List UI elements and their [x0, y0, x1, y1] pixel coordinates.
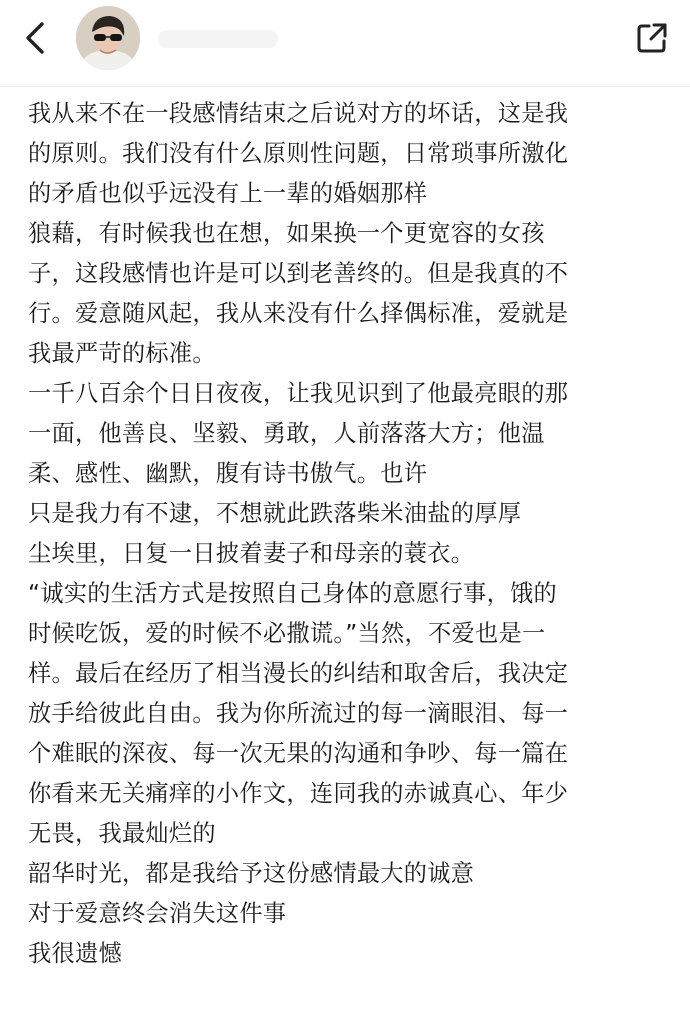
text-line: 一面，他善良、坚毅、勇敢，人前落落大方；他温 — [28, 420, 545, 447]
text-line: 你看来无关痛痒的小作文，连同我的赤诚真心、年少 — [28, 780, 569, 807]
text-line: 我很遗憾 — [28, 940, 122, 967]
text-line: 我从来不在一段感情结束之后说对方的坏话，这是我 — [28, 100, 569, 127]
back-button[interactable] — [14, 16, 58, 60]
text-line: 一千八百余个日日夜夜，让我见识到了他最亮眼的那 — [28, 380, 569, 407]
text-line: 韶华时光，都是我给予这份感情最大的诚意 — [28, 860, 475, 887]
text-line: 的矛盾也似乎远没有上一辈的婚姻那样 — [28, 180, 428, 207]
text-line: 行。爱意随风起，我从来没有什么择偶标准，爱就是 — [28, 300, 569, 327]
text-line: 只是我力有不逮，不想就此跌落柴米油盐的厚厚 — [28, 500, 522, 527]
post-body — [0, 94, 690, 994]
text-line: 样。最后在经历了相当漫长的纠结和取舍后，我决定 — [28, 660, 569, 687]
text-line: 我最严苛的标准。 — [28, 340, 216, 367]
text-line: 尘埃里，日复一日披着妻子和母亲的蓑衣。 — [28, 540, 475, 567]
username-placeholder — [158, 30, 278, 48]
text-line: 时候吃饭，爱的时候不必撒谎。”当然，不爱也是一 — [28, 620, 546, 647]
text-line: 子，这段感情也许是可以到老善终的。但是我真的不 — [28, 260, 569, 287]
share-external-icon — [634, 20, 670, 56]
text-line: 狼藉，有时候我也在想，如果换一个更宽容的女孩 — [28, 220, 545, 247]
text-line: 放手给彼此自由。我为你所流过的每一滴眼泪、每一 — [28, 700, 569, 727]
chevron-left-icon — [22, 20, 50, 56]
avatar[interactable] — [76, 6, 140, 70]
top-navigation-bar — [0, 0, 690, 87]
share-button[interactable] — [630, 16, 674, 60]
text-line: “诚实的生活方式是按照自己身体的意愿行事，饿的 — [28, 580, 558, 607]
text-line: 个难眠的深夜、每一次无果的沟通和争吵、每一篇在 — [28, 740, 569, 767]
profile-picture-icon — [76, 6, 140, 70]
text-line: 对于爱意终会消失这件事 — [28, 900, 287, 927]
text-line: 的原则。我们没有什么原则性问题，日常琐事所激化 — [28, 140, 569, 167]
text-line: 无畏，我最灿烂的 — [28, 820, 216, 847]
text-line: 柔、感性、幽默，腹有诗书傲气。也许 — [28, 460, 428, 487]
